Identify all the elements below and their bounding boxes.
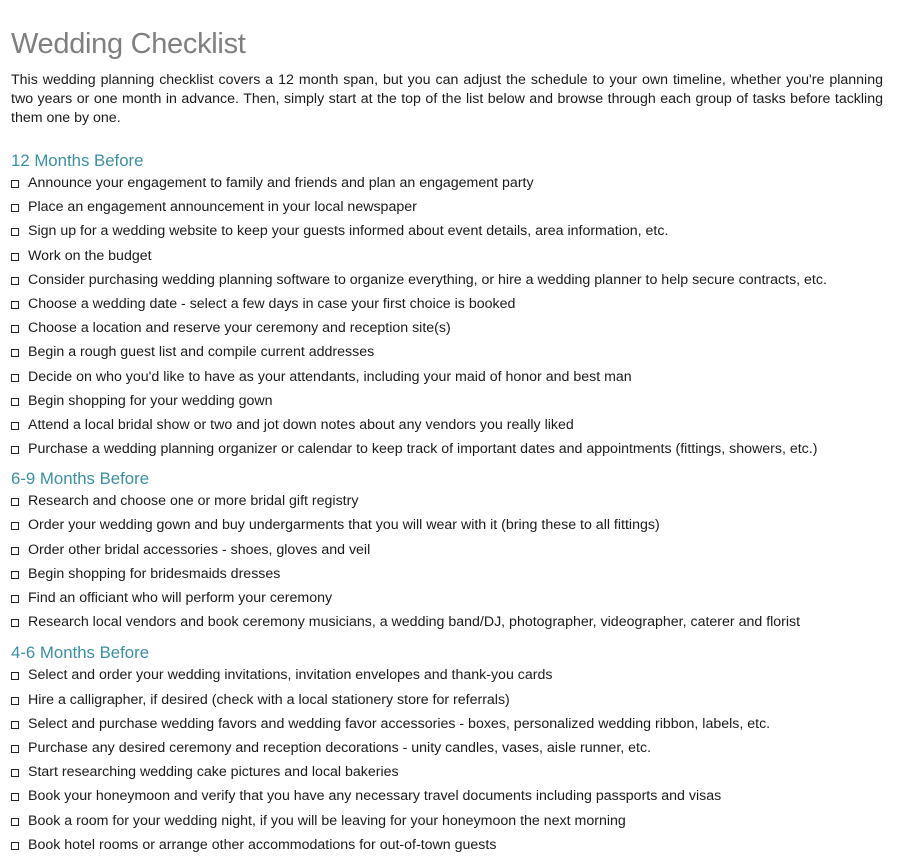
checklist-item	[11, 712, 891, 736]
checklist-item-label: Purchase any desired ceremony and reception decorations - unity candles, vases, aisle runner, etc.	[28, 739, 652, 756]
checklist-item-label: Sign up for a wedding website to keep your guests informed about event details, area information, etc.	[28, 223, 669, 240]
checklist-item	[11, 562, 891, 586]
checklist-item	[11, 760, 891, 784]
checklist-item-label: Book your honeymoon and verify that you have any necessary travel documents including passports and visas	[28, 788, 722, 805]
checklist-item	[11, 688, 891, 712]
section	[11, 469, 891, 634]
section-title: 4-6 Months Before	[11, 643, 150, 663]
checklist-item-label: Select and purchase wedding favors and wedding favor accessories - boxes, personalized wedding ribbon, labels, etc.	[28, 715, 771, 732]
checklist-item	[11, 784, 891, 808]
checklist-item-label: Research and choose one or more bridal gift registry	[28, 493, 359, 510]
checklist-item	[11, 171, 891, 195]
checklist-item	[11, 437, 891, 461]
checklist-item-label: Book hotel rooms or arrange other accommodations for out-of-town guests	[28, 836, 497, 853]
section	[11, 151, 891, 461]
checklist-item-label: Begin shopping for your wedding gown	[28, 392, 273, 409]
checklist	[11, 171, 891, 461]
section	[11, 643, 891, 857]
checklist-item-label: Choose a location and reserve your ceremony and reception site(s)	[28, 320, 451, 337]
checklist-item	[11, 340, 891, 364]
checklist-item	[11, 389, 891, 413]
checklist-item-label: Place an engagement announcement in your local newspaper	[28, 199, 417, 216]
checklist-item-label: Research local vendors and book ceremony musicians, a wedding band/DJ, photographer, videographer, caterer and florist	[28, 614, 801, 631]
checkbox-icon[interactable]	[11, 498, 19, 506]
checklist-item	[11, 195, 891, 219]
checkbox-icon[interactable]	[11, 325, 19, 333]
checkbox-icon[interactable]	[11, 228, 19, 236]
checkbox-icon[interactable]	[11, 446, 19, 454]
checklist-item-label: Choose a wedding date - select a few days in case your first choice is booked	[28, 295, 516, 312]
intro-paragraph: This wedding planning checklist covers a 12 month span, but you can adjust the schedule to your own timeline, whether you're planning two years or one month in advance. Then, simply start at the top of the list below and browse through each group of tasks before tackling them one by one.	[11, 72, 883, 126]
checklist-item-label: Begin shopping for bridesmaids dresses	[28, 565, 281, 582]
checklist-item-label: Begin a rough guest list and compile current addresses	[28, 344, 375, 361]
checklist-item	[11, 736, 891, 760]
checklist-item-label: Hire a calligrapher, if desired (check with a local stationery store for referrals)	[28, 691, 510, 708]
checkbox-icon[interactable]	[11, 672, 19, 680]
checkbox-icon[interactable]	[11, 721, 19, 729]
checkbox-icon[interactable]	[11, 204, 19, 212]
sections-container	[11, 151, 891, 857]
checklist-item-label: Consider purchasing wedding planning software to organize everything, or hire a wedding planner to help secure contracts, etc.	[28, 271, 827, 288]
checklist-item	[11, 833, 891, 857]
checklist-item-label: Order other bridal accessories - shoes, gloves and veil	[28, 541, 371, 558]
checkbox-icon[interactable]	[11, 818, 19, 826]
checklist-item-label: Work on the budget	[28, 247, 152, 264]
checkbox-icon[interactable]	[11, 422, 19, 430]
checkbox-icon[interactable]	[11, 547, 19, 555]
checklist-item-label: Purchase a wedding planning organizer or calendar to keep track of important dates and appointments (fittings, showers, etc.)	[28, 441, 818, 458]
checkbox-icon[interactable]	[11, 277, 19, 285]
checkbox-icon[interactable]	[11, 253, 19, 261]
checklist-item-label: Announce your engagement to family and friends and plan an engagement party	[28, 175, 534, 191]
checklist-item	[11, 663, 891, 687]
checkbox-icon[interactable]	[11, 769, 19, 777]
checkbox-icon[interactable]	[11, 374, 19, 382]
page-title: Wedding Checklist	[11, 28, 246, 60]
checklist-item	[11, 809, 891, 833]
checkbox-icon[interactable]	[11, 349, 19, 357]
checklist-item-label: Decide on who you'd like to have as your attendants, including your maid of honor and best man	[28, 368, 632, 385]
checkbox-icon[interactable]	[11, 301, 19, 309]
checklist-item	[11, 413, 891, 437]
checklist-item-label: Find an officiant who will perform your ceremony	[28, 590, 333, 606]
checklist-document	[11, 26, 891, 857]
checkbox-icon[interactable]	[11, 180, 19, 188]
checklist-item	[11, 268, 891, 292]
section-title: 6-9 Months Before	[11, 469, 150, 489]
checklist-item	[11, 610, 891, 634]
checklist-item	[11, 292, 891, 316]
checklist-item	[11, 316, 891, 340]
checklist-item	[11, 365, 891, 389]
checklist-item-label: Order your wedding gown and buy undergarments that you will wear with it (bring these to all fittings)	[28, 517, 660, 534]
checkbox-icon[interactable]	[11, 745, 19, 753]
checklist-item-label: Start researching wedding cake pictures and local bakeries	[28, 764, 399, 781]
checklist-item	[11, 513, 891, 537]
checklist-item	[11, 219, 891, 243]
checklist-item	[11, 538, 891, 562]
checkbox-icon[interactable]	[11, 398, 19, 406]
checklist-item-label: Attend a local bridal show or two and jot down notes about any vendors you really liked	[28, 416, 574, 433]
checklist-item	[11, 244, 891, 268]
checklist	[11, 489, 891, 634]
checklist-item	[11, 586, 891, 610]
checkbox-icon[interactable]	[11, 697, 19, 705]
checkbox-icon[interactable]	[11, 619, 19, 627]
checklist-item-label: Select and order your wedding invitations, invitation envelopes and thank-you cards	[28, 667, 553, 684]
checklist-item	[11, 489, 891, 513]
section-title: 12 Months Before	[11, 151, 144, 170]
checkbox-icon[interactable]	[11, 842, 19, 850]
checklist	[11, 663, 891, 857]
checkbox-icon[interactable]	[11, 793, 19, 801]
checkbox-icon[interactable]	[11, 595, 19, 603]
checkbox-icon[interactable]	[11, 571, 19, 579]
checklist-item-label: Book a room for your wedding night, if you will be leaving for your honeymoon the next morning	[28, 812, 626, 829]
checkbox-icon[interactable]	[11, 522, 19, 530]
